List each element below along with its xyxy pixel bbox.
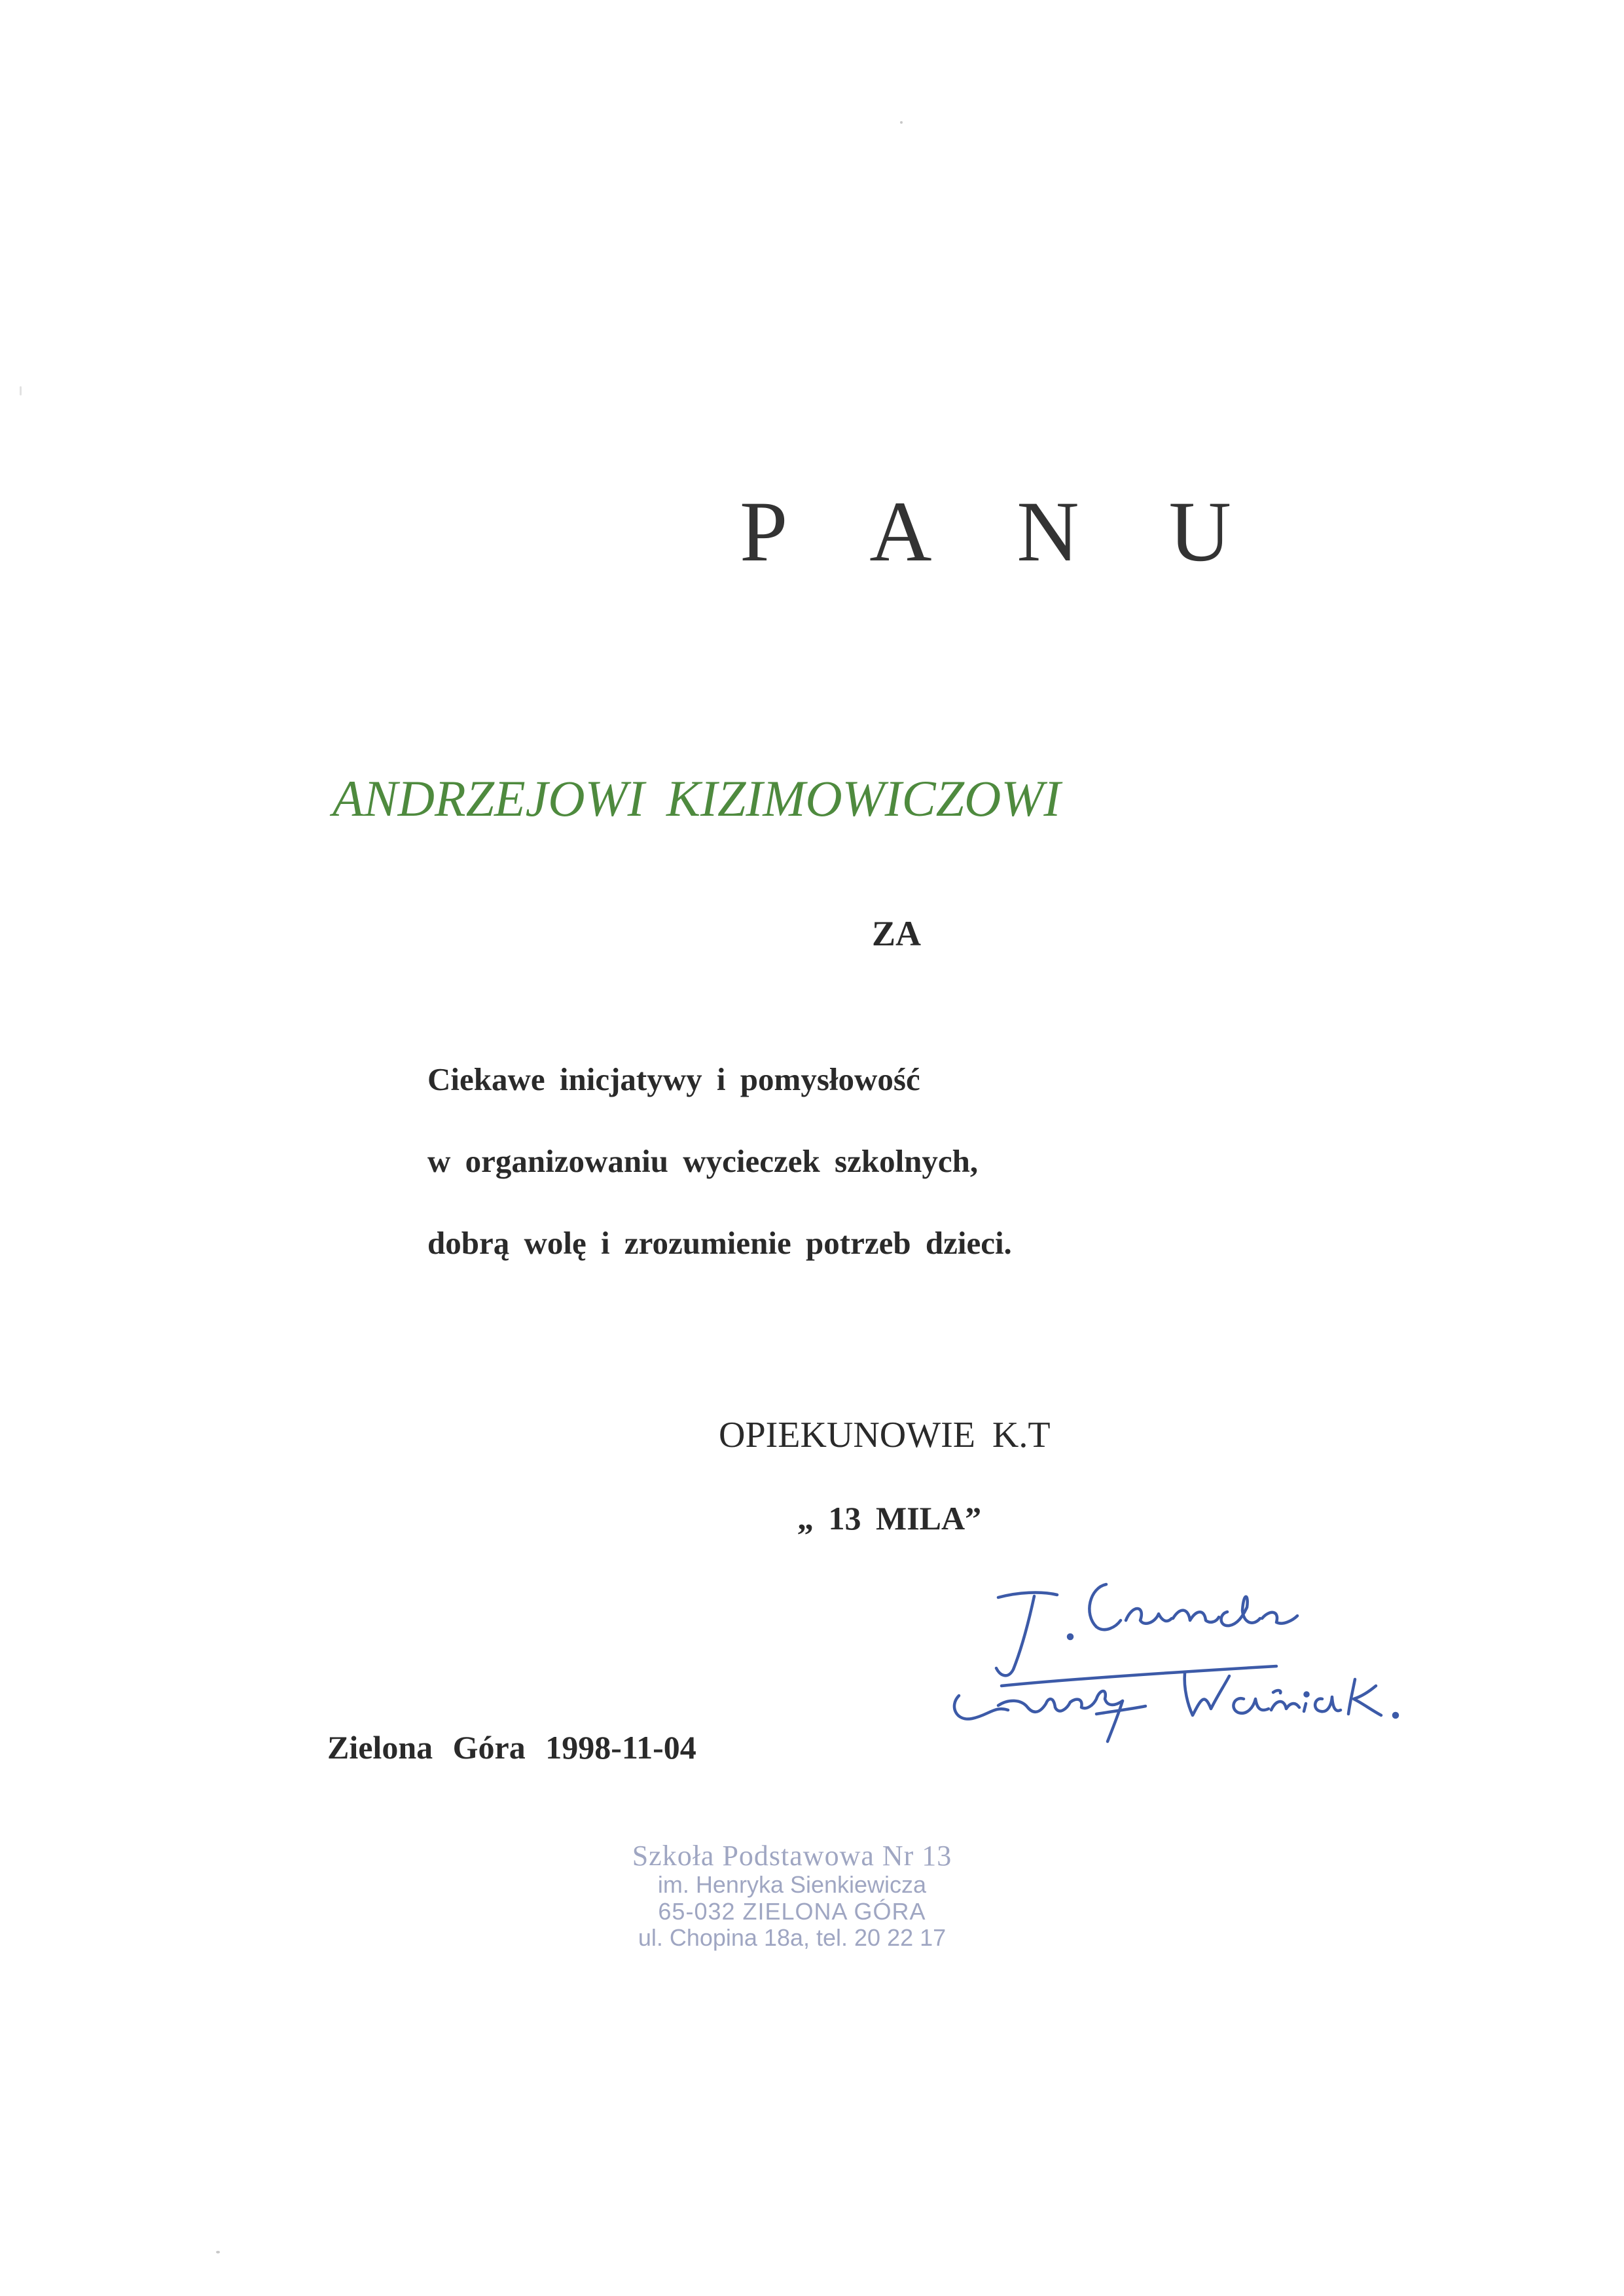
handwritten-signatures [936, 1558, 1407, 1774]
recipient-last-name: KIZIMOWICZOWI [666, 770, 1061, 827]
signature-2-stroke [1354, 1686, 1381, 1715]
recipient-first-name: ANDRZEJOWI [333, 770, 645, 827]
for-label: ZA [872, 914, 922, 953]
signature-2-stroke [1271, 1702, 1299, 1710]
reason-line-3: dobrą wolę i zrozumienie potrzeb dzieci. [427, 1225, 1012, 1261]
signature-2-stroke [1305, 1693, 1308, 1696]
paper-speck [216, 2251, 220, 2253]
signature-2-stroke [1273, 1690, 1280, 1693]
place-and-date: Zielona Góra 1998-11-04 [327, 1729, 696, 1766]
stamp-line-patron: im. Henryka Sienkiewicza [657, 1871, 927, 1899]
signature-1-stroke [1262, 1613, 1297, 1624]
signature-1-stroke [998, 1593, 1057, 1597]
signature-1-stroke [1001, 1666, 1276, 1686]
paper-speck [900, 121, 903, 124]
stamp-line-city: 65-032 ZIELONA GÓRA [658, 1897, 926, 1925]
signature-1-stroke [1126, 1609, 1172, 1624]
signature-1-stroke [1089, 1584, 1121, 1630]
signature-2-stroke [954, 1696, 1008, 1719]
reason-line-2: w organizowaniu wycieczek szkolnych, [427, 1143, 979, 1179]
from-line: OPIEKUNOWIE K.T [719, 1415, 1051, 1455]
school-stamp [563, 1840, 1021, 1951]
stamp-line-address: ul. Chopina 18a, tel. 20 22 17 [638, 1923, 947, 1951]
signature-2-stroke [1348, 1679, 1355, 1714]
signature-2-stroke [1070, 1691, 1123, 1708]
paper-speck [20, 386, 22, 395]
signature-2-stroke [1394, 1713, 1398, 1717]
signature-2-stroke [1304, 1704, 1306, 1711]
stamp-line-school: Szkoła Podstawowa Nr 13 [632, 1840, 952, 1872]
signature-1-stroke [996, 1596, 1034, 1675]
signature-2-stroke [1315, 1697, 1341, 1711]
signature-1-stroke [1173, 1611, 1219, 1622]
reason-line-1: Ciekawe inicjatywy i pomysłowość [427, 1061, 920, 1097]
signature-1-stroke [1221, 1597, 1260, 1626]
signature-2-stroke [1185, 1673, 1229, 1715]
signature-2-stroke [1108, 1701, 1123, 1741]
club-name: „ 13 MILA” [797, 1500, 982, 1537]
certificate-heading: P A N U [740, 483, 1265, 579]
signature-1-stroke [1068, 1635, 1072, 1639]
signature-2-stroke [1233, 1698, 1269, 1713]
